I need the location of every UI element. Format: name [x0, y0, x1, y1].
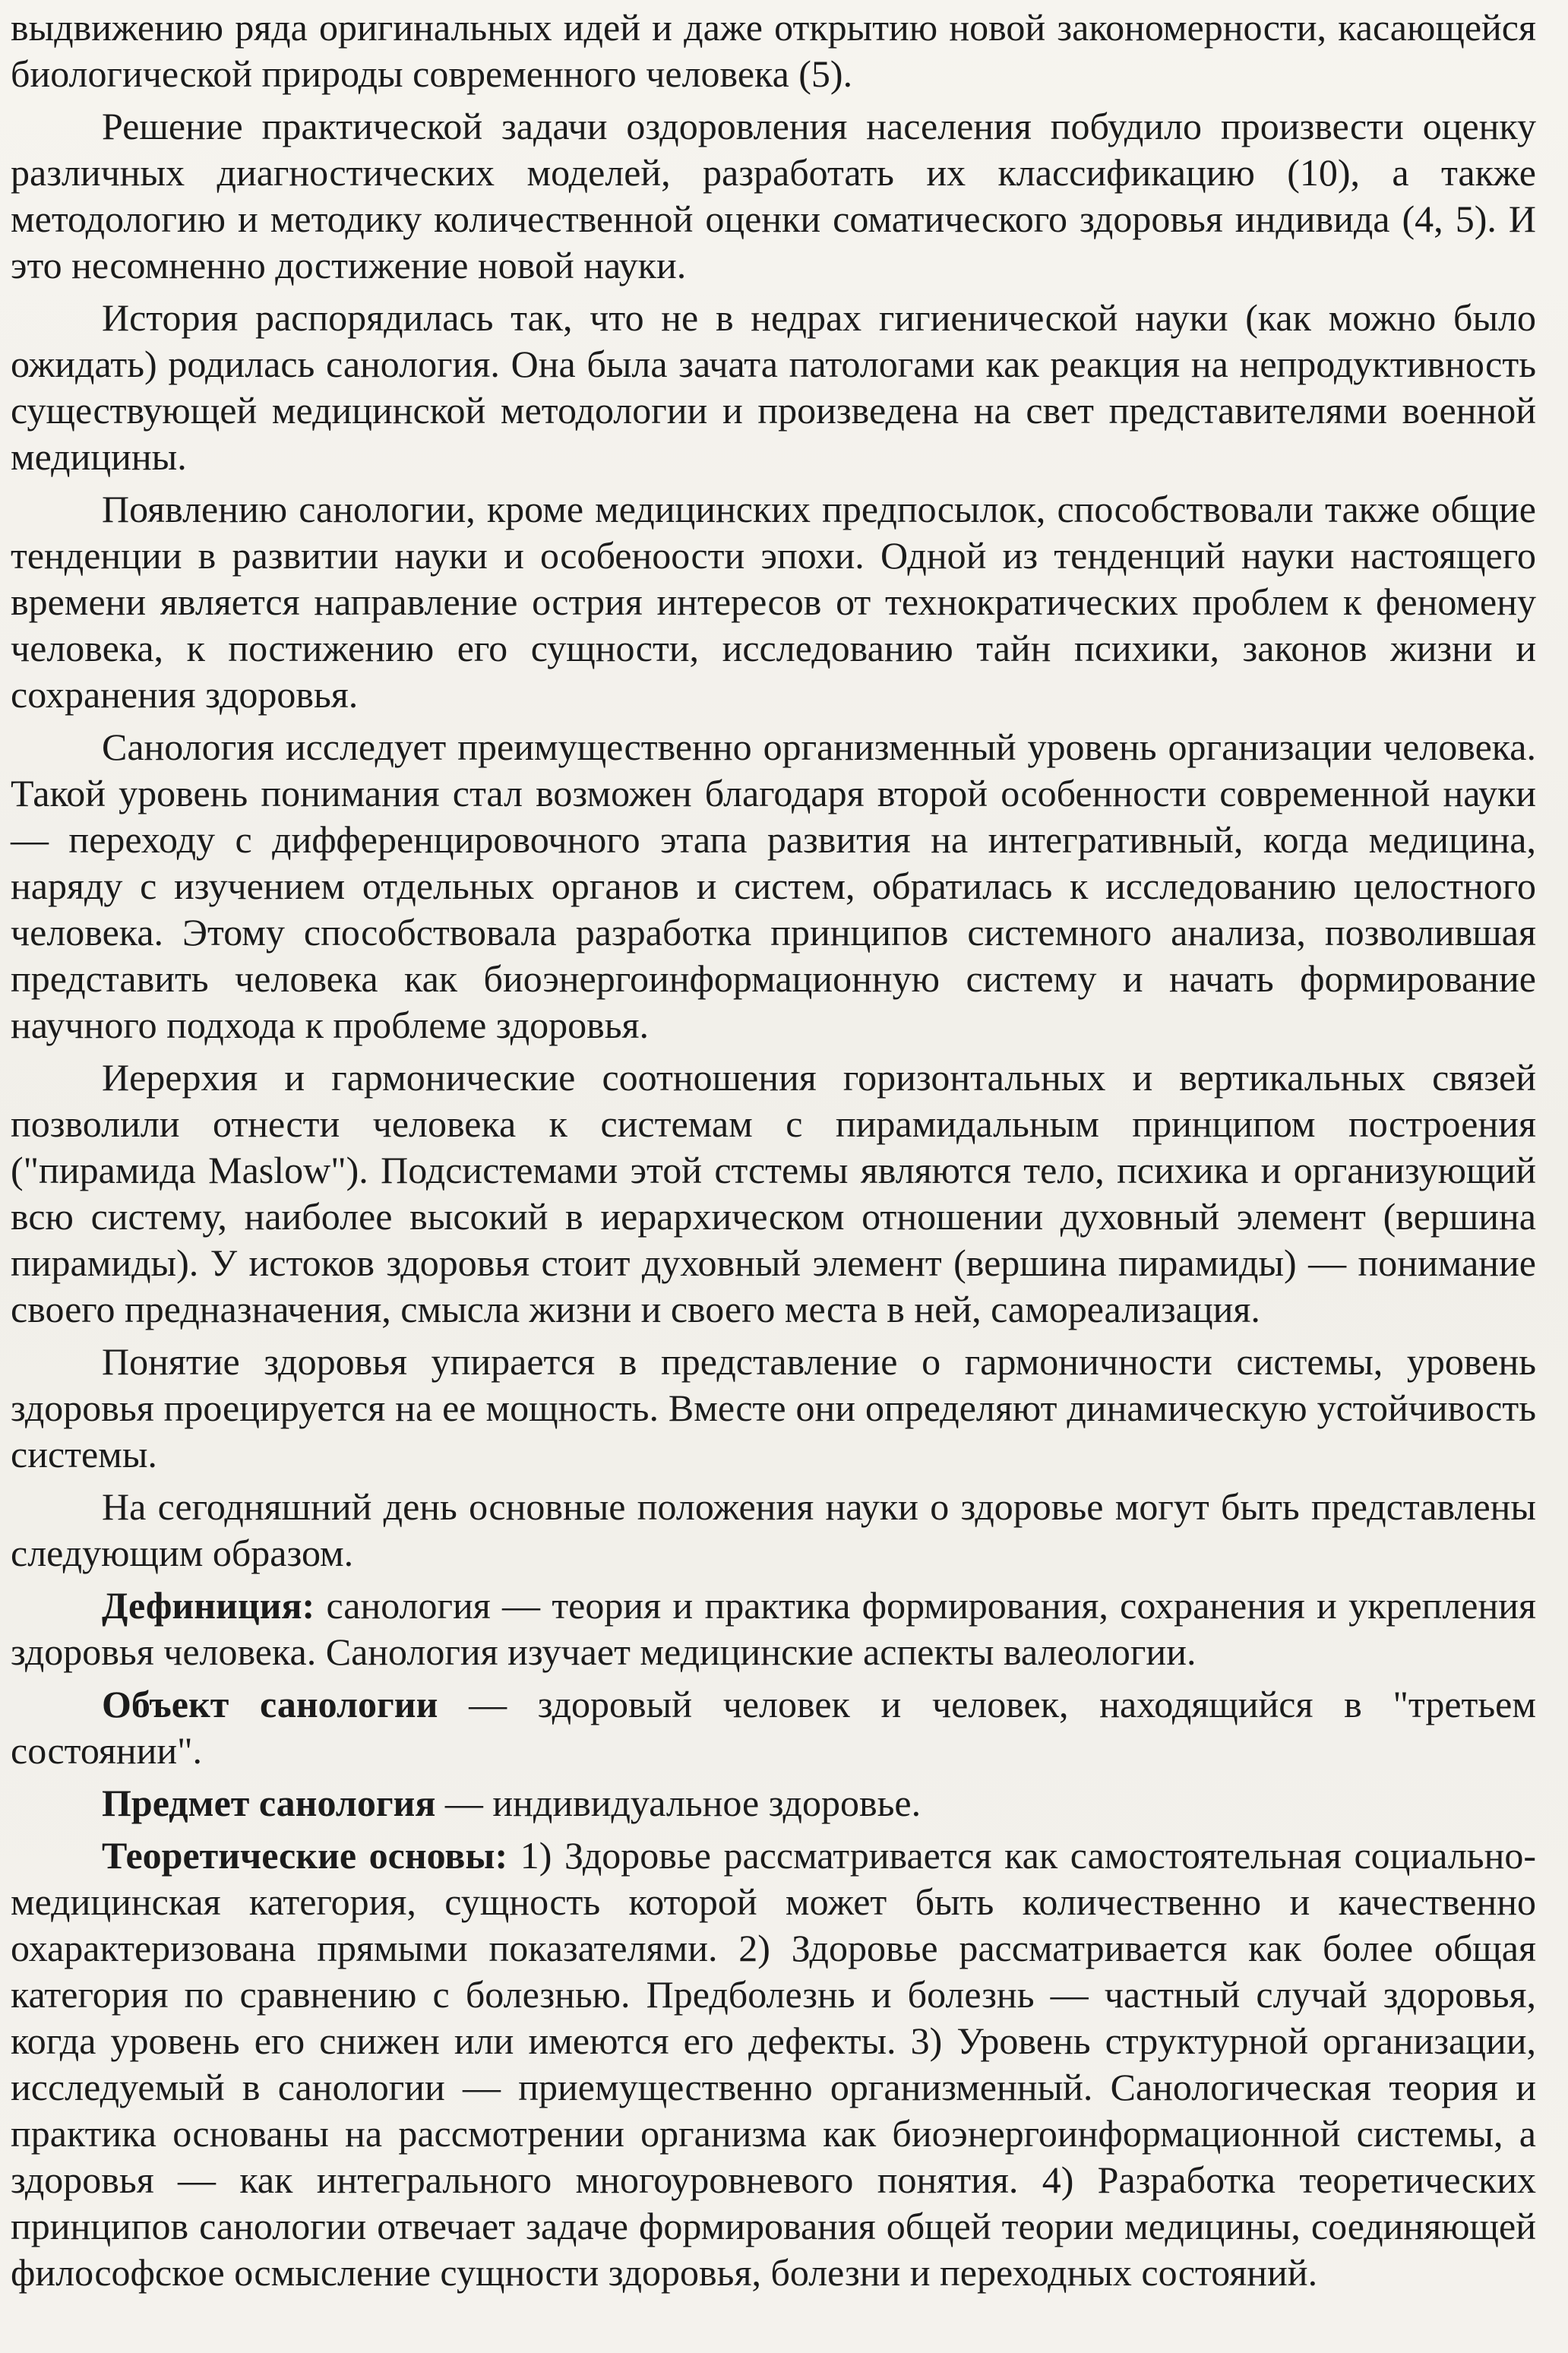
definition-label: Дефиниция: — [102, 1584, 315, 1627]
paragraph-emergence — [11, 486, 1536, 718]
paragraph-history — [11, 295, 1536, 480]
paragraph-organism-level — [11, 724, 1536, 1048]
paragraph-text: Появлению санологии, кроме медицинских предпосылок, способствовали также общие тенденции в развитии науки и особеноости эпохи. Одной из тенденций науки настоящего времени является направление острия интересов от технократических проблем к феномену человека, к постижению его сущности, исследованию тайн психики, законов жизни и сохранения здоровья. — [11, 488, 1536, 716]
paragraph-text: Решение практической задачи оздоровления населения побудило произвести оценку различных диагностических моделей, разработать их классификацию (10), а также методологию и методику количественной оценки соматического здоровья индивида (4, 5). И это несомненно достижение новой науки. — [11, 105, 1536, 286]
paragraph-text: На сегодняшний день основные положения науки о здоровье могут быть представлены следующим образом. — [11, 1485, 1536, 1574]
paragraph-practical-task — [11, 103, 1536, 289]
paragraph-object — [11, 1681, 1536, 1774]
paragraph-text: Санология исследует преимущественно организменный уровень организации человека. Такой уровень понимания стал возможен благодаря второй особенности современной науки — переходу с дифференцировочного этапа развития на интегративный, когда медицина, наряду с изучением отдельных органов и систем, обратилась к исследованию целостного человека. Этому способствовала разработка принципов системного анализа, позволившая представить человека как биоэнергоинформационную систему и начать формирование научного подхода к проблеме здоровья. — [11, 726, 1536, 1046]
paragraph-text: 1) Здоровье рассматривается как самостоятельная социально-медицинская категория, сущность которой может быть количественно и качественно охарактеризована прямыми показателями. 2) Здоровье рассматривается как более общая категория по сравнению с болезнью. Предболезнь и болезнь — частный случай здоровья, когда уровень его снижен или имеются его дефекты. 3) Уровень структурной организации, исследуемый в санологии — приемущественно организменный. Санологическая теория и практика основаны на рассмотрении организма как биоэнергоинформационной системы, а здоровья — как интегрального многоуровневого понятия. 4) Разработка теоретических принципов санологии отвечает задаче формирования общей теории медицины, соединяющей философское осмысление сущности здоровья, болезни и переходных состояний. — [11, 1834, 1536, 2294]
paragraph-text: — здоровый человек и человек, находящийся в "третьем состоянии". — [11, 1683, 1537, 1772]
paragraph-text: История распорядилась так, что не в недрах гигиенической науки (как можно было ожидать) родилась санология. Она была зачата патологами как реакция на непродуктивность существующей медицинской методологии и произведена на свет представителями военной медицины. — [11, 296, 1536, 478]
paragraph-hierarchy — [11, 1055, 1536, 1333]
paragraph-theoretical-basis — [11, 1833, 1536, 2296]
paragraph-subject — [11, 1780, 1536, 1826]
paragraph-text: санология — теория и практика формирования, сохранения и укрепления здоровья человека. Санология изучает медицинские аспекты валеологии. — [11, 1584, 1536, 1673]
paragraph-continuation — [11, 5, 1536, 97]
paragraph-text: Понятие здоровья упирается в представление о гармоничности системы, уровень здоровья проецируется на ее мощность. Вместе они определяют динамическую устойчивость системы. — [11, 1340, 1536, 1475]
body-text — [11, 5, 1536, 2296]
paragraph-text: Иерерхия и гармонические соотношения горизонтальных и вертикальных связей позволили отнести человека к системам с пирамидальным принципом построения ("пирамида Maslow"). Подсистемами этой стстемы являются тело, психика и организующий всю систему, наиболее высокий в иерархическом отношении духовный элемент (вершина пирамиды). У истоков здоровья стоит духовный элемент (вершина пирамиды) — понимание своего предназначения, смысла жизни и своего места в ней, самореализация. — [11, 1056, 1536, 1330]
subject-label: Предмет санология — [102, 1782, 436, 1824]
paragraph-main-provisions — [11, 1484, 1536, 1577]
theoretical-basis-label: Теоретические основы: — [102, 1834, 508, 1877]
paragraph-definition — [11, 1583, 1536, 1675]
paragraph-text: выдвижению ряда оригинальных идей и даже открытию новой закономерности, касающейся биологической природы современного человека (5). — [11, 6, 1536, 95]
paragraph-text: — индивидуальное здоровье. — [435, 1782, 922, 1824]
paragraph-health-concept — [11, 1339, 1536, 1478]
object-label: Объект санологии — [102, 1683, 438, 1725]
